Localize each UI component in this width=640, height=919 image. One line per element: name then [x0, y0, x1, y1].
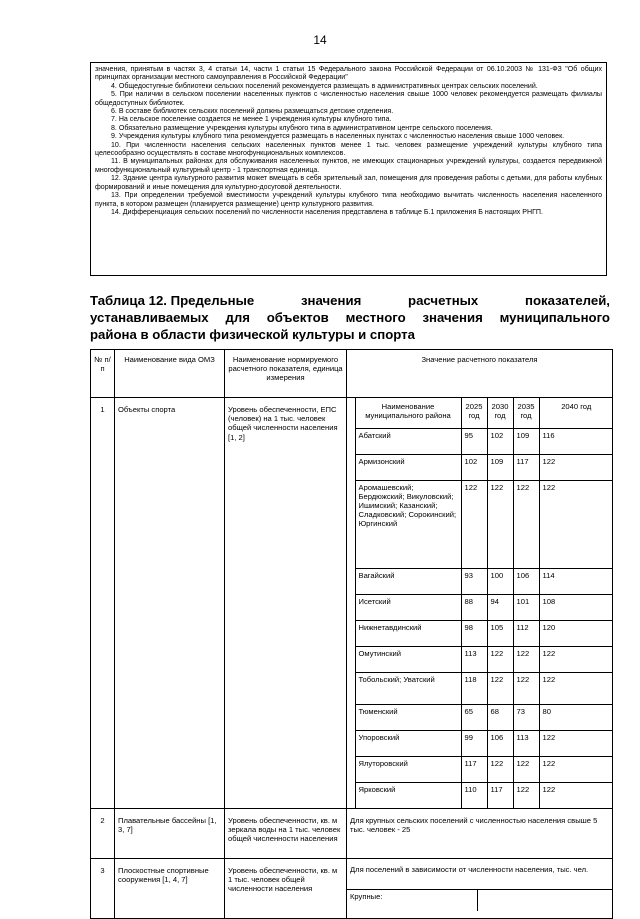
note-line: 12. Здание центра культурного развития может вмещать в себя зрительный зал, помещения для проведения работы с детьми, для работы клубных формирований и иные помещения для культурно-досуговой деятельности. [95, 175, 602, 191]
row-indicator: Уровень обеспеченности, кв. м зеркала воды на 1 тыс. человек общей численности населения [225, 809, 347, 859]
district-row [347, 704, 613, 730]
header-indicator: Наименование нормируемого расчетного показателя, единица измерения [225, 350, 347, 398]
title-word: значения [422, 310, 483, 325]
district-value: 122 [539, 454, 613, 480]
district-value: 114 [539, 568, 613, 594]
note-line: 4. Общедоступные библиотеки сельских поселений рекомендуется размещать в административных центрах сельских поселений. [111, 82, 538, 90]
note-line: 14. Дифференциация сельских поселений по численности населения представлена в таблице Б.1 приложения Б настоящих РНГП. [111, 208, 543, 216]
district-name: Тюменский [355, 704, 461, 730]
district-row [347, 568, 613, 594]
row-num: 1 [91, 398, 115, 809]
district-value: 122 [487, 646, 513, 672]
table-row [91, 809, 613, 859]
row-num: 2 [91, 809, 115, 859]
district-value: 95 [461, 428, 487, 454]
row-indicator: Уровень обеспеченности, кв. м 1 тыс. человек общей численности населения [225, 859, 347, 919]
district-value: 122 [513, 480, 539, 568]
title-word: показателей, [525, 293, 610, 308]
district-value: 122 [487, 480, 513, 568]
district-row [347, 428, 613, 454]
district-name: Нижнетавдинский [355, 620, 461, 646]
district-value: 109 [513, 428, 539, 454]
district-name: Аромашевский; Бердюжский; Викуловский; Ишимский; Казанский; Сладковский; Сорокинский; Юргинский [355, 480, 461, 568]
district-name: Абатский [355, 428, 461, 454]
district-value: 65 [461, 704, 487, 730]
district-value: 116 [539, 428, 613, 454]
district-header-year: 2025 год [461, 398, 487, 428]
district-header-name: Наименование муниципального района [355, 398, 461, 428]
table-row [91, 859, 613, 919]
note-line: 5. При наличии в сельском поселении населенных пунктов с численностью населения свыше 1000 человек рекомендуется размещать филиалы общедоступных библиотек. [95, 91, 602, 107]
note-line: значения, принятым в частях 3, 4 статьи 14, части 1 статьи 15 Федерального закона Российской Федерации от 06.10.2003 № 131-ФЗ "Об общих принципах организации местного самоуправления в Российской Федерации" [95, 66, 602, 82]
district-value: 94 [487, 594, 513, 620]
note-line: 7. На сельское поселение создается не менее 1 учреждения культуры клубного типа. [111, 116, 392, 124]
row-num: 3 [91, 859, 115, 919]
district-row [347, 480, 613, 568]
district-value: 102 [487, 428, 513, 454]
district-values-table [347, 398, 613, 808]
district-header-year: 2035 год [513, 398, 539, 428]
district-name: Омутинский [355, 646, 461, 672]
district-value: 105 [487, 620, 513, 646]
note-line: 11. В муниципальных районах для обслуживания населенных пунктов, не имеющих стационарных учреждений культуры, создается передвижной многофункциональный культурный центр - 1 транспортная единица. [95, 158, 602, 174]
row-type: Плоскостные спортивные сооружения [1, 4, 7] [115, 859, 225, 919]
district-value: 122 [539, 480, 613, 568]
district-value: 122 [487, 756, 513, 782]
row-indicator: Уровень обеспеченности, ЕПС (человек) на 1 тыс. человек общей численности населения [1, 2] [225, 398, 347, 809]
district-value: 98 [461, 620, 487, 646]
district-value: 112 [513, 620, 539, 646]
district-value: 122 [513, 782, 539, 808]
district-value: 122 [487, 672, 513, 704]
district-value: 106 [487, 730, 513, 756]
title-word: для [225, 310, 250, 325]
district-header-row [347, 398, 613, 428]
district-name: Армизонский [355, 454, 461, 480]
table-title [90, 292, 610, 343]
settlement-value [477, 889, 612, 911]
settlement-caption: Для поселений в зависимости от численности населения, тыс. чел. [347, 859, 612, 889]
district-name: Тобольский; Уватский [355, 672, 461, 704]
note-line: 9. Учреждения культуры клубного типа рекомендуется размещать в населенных пунктах с численностью населения свыше 1000 человек. [111, 133, 565, 141]
row-value: Для крупных сельских поселений с численностью населения свыше 5 тыс. человек - 25 [347, 809, 613, 859]
header-value: Значение расчетного показателя [347, 350, 613, 398]
table-row [91, 398, 613, 809]
district-value: 122 [513, 646, 539, 672]
district-value: 117 [513, 454, 539, 480]
district-value: 118 [461, 672, 487, 704]
district-row [347, 730, 613, 756]
district-value: 122 [539, 646, 613, 672]
district-row [347, 646, 613, 672]
district-value: 102 [461, 454, 487, 480]
district-value: 122 [539, 782, 613, 808]
district-row [347, 454, 613, 480]
title-word: Таблица 12. Предельные [90, 293, 255, 308]
district-value: 113 [461, 646, 487, 672]
district-name: Исетский [355, 594, 461, 620]
district-header-year: 2040 год [539, 398, 613, 428]
district-value: 93 [461, 568, 487, 594]
note-line: 13. При определении требуемой вместимости учреждений культуры клубного типа необходимо вычитать численность населения населенного пункта, в котором размещен (планируется размещение) центр культурного развития. [95, 192, 602, 208]
title-word: устанавливаемых [90, 310, 209, 325]
district-row [347, 672, 613, 704]
table-header-row [91, 350, 613, 398]
note-line: 6. В составе библиотек сельских поселений должны размещаться детские отделения. [111, 108, 394, 116]
district-value: 122 [539, 756, 613, 782]
district-name: Упоровский [355, 730, 461, 756]
district-value: 109 [487, 454, 513, 480]
row-value [347, 859, 613, 919]
note-line: 10. При численности населения сельских населенных пунктов менее 1 тыс. человек размещение учреждений культуры клубного типа целесообразно осуществлять в составе многофункциональных комплексов. [95, 141, 602, 158]
district-value: 73 [513, 704, 539, 730]
district-row [347, 620, 613, 646]
district-value: 122 [539, 672, 613, 704]
district-row [347, 594, 613, 620]
district-value: 88 [461, 594, 487, 620]
district-value: 99 [461, 730, 487, 756]
district-value: 120 [539, 620, 613, 646]
header-type: Наименование вида ОМЗ [115, 350, 225, 398]
district-name: Ялуторовский [355, 756, 461, 782]
district-value: 80 [539, 704, 613, 730]
district-value: 68 [487, 704, 513, 730]
note-line: 8. Обязательно размещение учреждения культуры клубного типа в административном центре сельского поселения. [111, 124, 493, 132]
title-word: значения [301, 293, 362, 308]
header-num: № п/п [91, 350, 115, 398]
district-name: Вагайский [355, 568, 461, 594]
district-value: 122 [539, 730, 613, 756]
settlement-row [347, 889, 612, 911]
indicators-table [90, 349, 613, 919]
row-value [347, 398, 613, 809]
title-word: муниципального [499, 310, 610, 325]
district-value: 122 [513, 756, 539, 782]
settlement-caption-row [347, 859, 612, 889]
district-value: 113 [513, 730, 539, 756]
title-line: района в области физической культуры и спорта [90, 327, 415, 342]
row-type: Плавательные бассейны [1, 3, 7] [115, 809, 225, 859]
district-value: 108 [539, 594, 613, 620]
district-value: 117 [461, 756, 487, 782]
district-value: 117 [487, 782, 513, 808]
title-word: расчетных [408, 293, 479, 308]
district-name: Ярковский [355, 782, 461, 808]
district-value: 106 [513, 568, 539, 594]
district-value: 110 [461, 782, 487, 808]
district-value: 122 [461, 480, 487, 568]
title-word: местного [345, 310, 406, 325]
district-header-year: 2030 год [487, 398, 513, 428]
district-value: 122 [513, 672, 539, 704]
district-row [347, 756, 613, 782]
notes-box [90, 62, 607, 276]
page-number: 14 [313, 33, 327, 47]
district-value: 101 [513, 594, 539, 620]
value-spacer [347, 398, 355, 808]
settlement-label: Крупные: [347, 889, 477, 911]
settlement-values-table [347, 859, 612, 911]
row-type: Объекты спорта [115, 398, 225, 809]
title-word: объектов [266, 310, 329, 325]
district-row [347, 782, 613, 808]
district-value: 100 [487, 568, 513, 594]
